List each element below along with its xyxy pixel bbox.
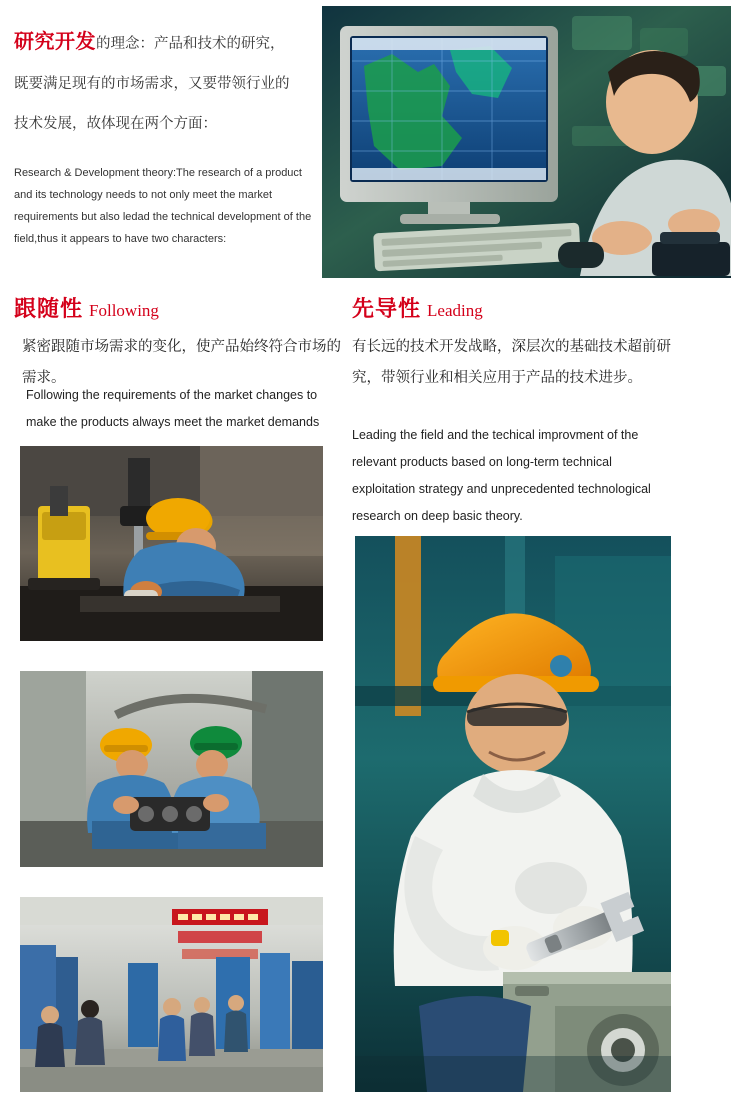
intro-text-block xyxy=(14,22,319,144)
photo-two-workers-assembling-parts xyxy=(20,671,323,867)
intro-line-1 xyxy=(14,22,319,64)
section-title-en: Following xyxy=(89,301,159,320)
photo-worker-with-wrench-assembling-machine xyxy=(355,536,671,1092)
intro-rest-1: 的理念：产品和技术的研究， xyxy=(96,36,285,52)
section-title-leading xyxy=(352,292,483,323)
leading-body-en: Leading the field and the techical improvment of the relevant products based on long-term technical exploitation strategy and unprecedented technological research on deep basic theory. xyxy=(352,428,651,523)
following-body-en: Following the requirements of the market changes to make the products always meet the market demands xyxy=(26,388,320,429)
following-body-cn: 紧密跟随市场需求的变化，使产品始终符合市场的需求。 xyxy=(22,339,341,386)
section-title-en: Leading xyxy=(427,301,483,320)
intro-line-3: 技术发展，故体现在两个方面： xyxy=(14,116,217,132)
header-photo xyxy=(322,6,731,278)
header-section xyxy=(0,0,731,280)
intro-highlight: 研究开发 xyxy=(14,31,96,53)
intro-english-paragraph: Research & Development theory:The research of a product and its technology needs to not only meet the market requirements but also ledad the technical development of the field,thus it appears to have two characters: xyxy=(14,167,312,245)
photo-factory-workshop-floor xyxy=(20,897,323,1092)
intro-line-2: 既要满足现有的市场需求，又要带领行业的 xyxy=(14,76,290,92)
leading-body-cn: 有长远的技术开发战略，深层次的基础技术超前研究，带领行业和相关应用于产品的技术进步。 xyxy=(352,339,671,386)
section-title-cn: 跟随性 xyxy=(14,296,84,321)
photo-worker-operating-drill-press xyxy=(20,446,323,641)
section-title-cn: 先导性 xyxy=(352,296,422,321)
section-title-following xyxy=(14,292,159,323)
